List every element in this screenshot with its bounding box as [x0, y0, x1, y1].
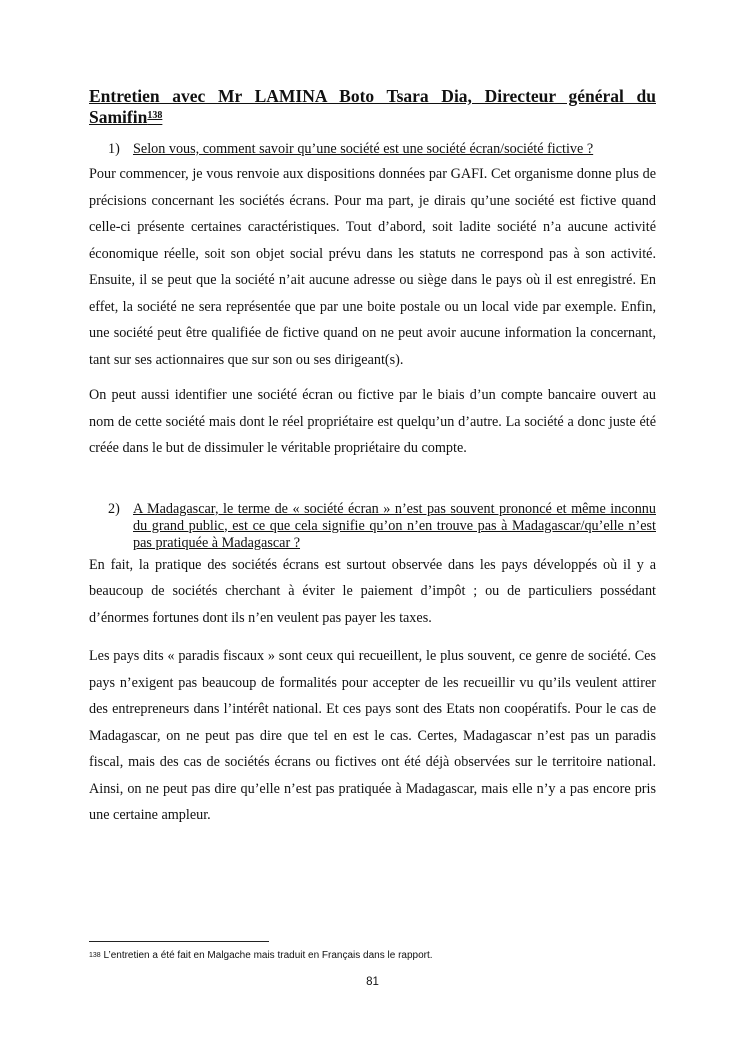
question-1: [89, 141, 656, 158]
answer-1-paragraph-1: Pour commencer, je vous renvoie aux dispositions données par GAFI. Cet organisme donne plus de précisions concernant les sociétés écrans. Pour ma part, je dirais qu’une société est fictive quand celle-ci présente certaines caractéristiques. Tout d’abord, soit ladite société n’a aucune activité économique réelle, soit son objet social prévu dans les statuts ne correspond pas à son activité. Ensuite, il se peut que la société n’ait aucune adresse ou siège dans le pays où il est enregistré. En effet, la société ne sera représentée que par une boite postale ou un local vide par exemple. Enfin, une société peut être qualifiée de fictive quand on ne peut avoir aucune information la concernant, tant sur ses actionnaires que sur son ou ses dirigeant(s).: [89, 166, 656, 368]
question-1-text: Selon vous, comment savoir qu’une société est une société écran/société fictive ?: [133, 141, 594, 157]
answer-2-paragraph-2: Les pays dits « paradis fiscaux » sont ceux qui recueillent, le plus souvent, ce genre de société. Ces pays n’exigent pas beaucoup de formalités pour accepter de les recueillir vu qu’ils veulent attirer des entrepreneurs dans l’intérêt national. Et ces pays sont des Etats non coopératifs. Pour le cas de Madagascar, on ne peut pas dire que tel en est le cas. Certes, Madagascar n’est pas un paradis fiscal, mais des cas de sociétés écrans ou fictives ont été déjà observées sur le territoire national. Ainsi, on ne peut pas dire qu’elle n’est pas pratiquée à Madagascar, mais elle n’y a pas encore pris une certaine ampleur.: [89, 648, 656, 823]
question-2-number: 2): [108, 500, 120, 517]
footnote: [89, 949, 433, 962]
title-footnote-ref: 138: [147, 110, 163, 121]
question-1-number: 1): [108, 141, 120, 157]
answer-1-paragraph-2: On peut aussi identifier une société écran ou fictive par le biais d’un compte bancaire ouvert au nom de cette société mais dont le réel propriétaire est quelqu’un d’autre. La société a donc juste été créée dans le but de dissimuler le véritable propriétaire du compte.: [89, 387, 656, 456]
page-title-line2: Samifin$^{138}$: [89, 107, 163, 127]
page-content: [89, 86, 656, 829]
answer-2-paragraph-1: En fait, la pratique des sociétés écrans est surtout observée dans les pays développés où il y a beaucoup de sociétés cherchant à éviter le paiement d’impôt ; ou de particuliers possédant d’énormes fortunes dont ils n’en veulent pas payer les taxes.: [89, 556, 656, 626]
question-2-text: A Madagascar, le terme de « société écran » n’est pas souvent prononcé et même inconnu du grand public, est ce que cela signifie qu’on n’en trouve pas à Madagascar/qu’elle n’est pas pratiquée à Madagascar ?: [133, 500, 656, 551]
question-2: [89, 501, 656, 552]
footnote-separator: [89, 941, 269, 942]
page-title-line1: Entretien avec Mr LAMINA Boto Tsara Dia, Directeur général du: [89, 86, 656, 106]
footnote-text: L’entretien a été fait en Malgache mais traduit en Français dans le rapport.: [100, 950, 433, 961]
page-number: 81: [366, 976, 379, 988]
footnote-number: 138: [89, 952, 101, 959]
